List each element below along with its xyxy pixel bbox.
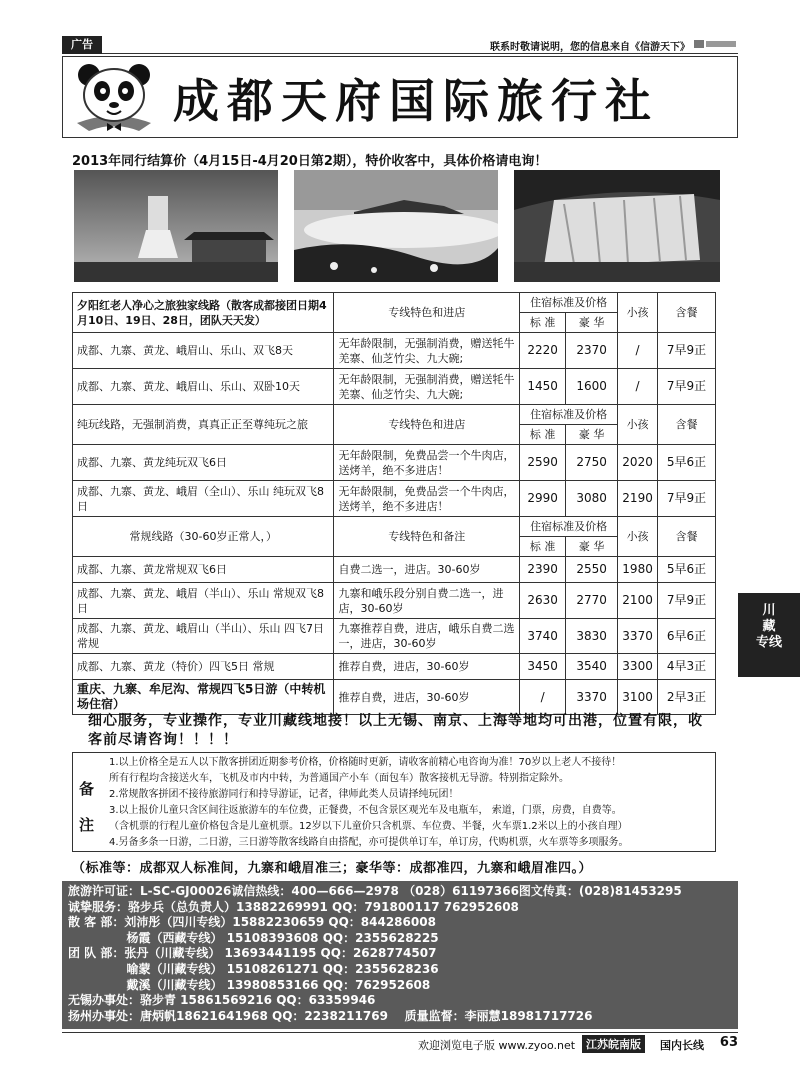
meal-cell: 2早3正 — [658, 680, 716, 715]
section1-lux-header: 豪 华 — [566, 313, 618, 333]
std-price-cell: / — [520, 680, 566, 715]
std-price-cell: 2220 — [520, 333, 566, 369]
section1-feature-header: 专线特色和进店 — [334, 293, 520, 333]
notes-label — [79, 771, 99, 843]
feature-cell: 九寨推荐自费，进店，峨乐自费二选一，进店，30-60岁 — [334, 619, 520, 654]
contact-block — [62, 881, 738, 1029]
section1-header — [73, 293, 716, 313]
route-cell: 成都、九寨、黄龙常规双飞6日 — [73, 557, 334, 583]
section3-lux-header: 豪 华 — [566, 537, 618, 557]
table-row — [73, 680, 716, 715]
feature-cell: 九寨和峨乐段分别自费二选一，进店，30-60岁 — [334, 583, 520, 619]
std-price-cell: 2390 — [520, 557, 566, 583]
kid-price-cell: 3100 — [618, 680, 658, 715]
section3-price-header: 住宿标准及价格 — [520, 517, 618, 537]
feature-cell: 无年龄限制，无强制消费，赠送牦牛羌寨、仙芝竹尖、九大碗; — [334, 333, 520, 369]
contact-line: 扬州办事处：唐炳帆18621641968 QQ：2238211769 质量监督：李丽慧18981717726 — [68, 1008, 593, 1023]
section2-feature-header: 专线特色和进店 — [334, 405, 520, 445]
section1-kid-header: 小孩 — [618, 293, 658, 333]
panda-mascot-icon — [69, 61, 159, 135]
company-name: 成都天府国际旅行社 — [173, 74, 659, 128]
scenery-photos — [74, 170, 720, 282]
note-line: 4.另备多条一日游，二日游，三日游等散客线路自由搭配，亦可提供单订车，单订房，代购机票，火车票等多项服务。 — [109, 837, 629, 848]
meal-cell: 6早6正 — [658, 619, 716, 654]
section1-title: 夕阳红老人净心之旅独家线路（散客成都接团日期4月10日、19日、28日，团队天天发） — [73, 293, 334, 333]
std-price-cell: 2590 — [520, 445, 566, 481]
kid-price-cell: 3300 — [618, 654, 658, 680]
ad-tag: 广告 — [62, 36, 102, 54]
lux-price-cell: 2770 — [566, 583, 618, 619]
notes-label-char: 注 — [79, 816, 95, 834]
section2-price-header: 住宿标准及价格 — [520, 405, 618, 425]
contact-line: 旅游许可证：L-SC-GJ00026诚信热线：400—666—2978 （028）61197366图文传真：(028)81453295 — [68, 884, 682, 898]
waterfall-photo — [514, 170, 720, 282]
service-statement: 细心服务，专业操作，专业川藏线地接！以上无锡、南京、上海等地均可出港，位置有限，收客前尽请咨询！！！！ — [88, 713, 703, 748]
notes-label-char: 备 — [79, 780, 95, 798]
lux-price-cell: 2550 — [566, 557, 618, 583]
lux-price-cell: 2370 — [566, 333, 618, 369]
kid-price-cell: 2190 — [618, 481, 658, 517]
meal-cell: 7早9正 — [658, 583, 716, 619]
note-line: （含机票的行程儿童价格包含是儿童机票。12岁以下儿童价只含机票、车位费、半餐，火车票1.2米以上的小孩自理） — [109, 821, 628, 832]
section3-std-header: 标 准 — [520, 537, 566, 557]
section2-meal-header: 含餐 — [658, 405, 716, 445]
table-row — [73, 557, 716, 583]
section1-meal-header: 含餐 — [658, 293, 716, 333]
lux-price-cell: 2750 — [566, 445, 618, 481]
section1-price-header: 住宿标准及价格 — [520, 293, 618, 313]
company-header — [62, 56, 738, 138]
contact-line: 无锡办事处：骆步青 15861569216 QQ：63359946 — [68, 993, 376, 1008]
sidetab-char: 专线 — [755, 635, 782, 650]
edition-badge: 江苏皖南版 — [582, 1035, 645, 1053]
section3-feature-header: 专线特色和备注 — [334, 517, 520, 557]
kid-price-cell: / — [618, 369, 658, 405]
note-line: 1.以上价格全是五人以下散客拼团近期参考价格，价格随时更新，请收客前精心电咨询为准！70岁以上老人不接待！ — [109, 757, 622, 768]
route-cell: 成都、九寨、黄龙、峨眉（半山）、乐山 常规双飞8日 — [73, 583, 334, 619]
contact-line: 团 队 部：张丹（川藏专线） 13693441195 QQ：2628774507 — [68, 946, 437, 961]
source-note: 联系时敬请说明，您的信息来自《信游天下》 — [490, 42, 690, 53]
lux-price-cell: 3830 — [566, 619, 618, 654]
table-row — [73, 333, 716, 369]
section2-std-header: 标 准 — [520, 425, 566, 445]
feature-cell: 无年龄限制，免费品尝一个牛肉店，送烤羊，绝不多进店！ — [334, 445, 520, 481]
sidetab-char: 藏 — [762, 619, 776, 634]
section3-title: 常规线路（30-60岁正常人，） — [73, 517, 334, 557]
table-row — [73, 369, 716, 405]
note-line: 3.以上报价儿童只含区间往返旅游车的车位费，正餐费，不包含景区观光车及电瓶车， 索道，门票，房费，自费等。 — [109, 805, 622, 816]
lux-price-cell: 1600 — [566, 369, 618, 405]
kid-price-cell: / — [618, 333, 658, 369]
website-link[interactable]: 欢迎浏览电子版 www.zyoo.net — [418, 1039, 576, 1052]
meal-cell: 5早6正 — [658, 445, 716, 481]
route-cell: 成都、九寨、黄龙、峨眉山（半山）、乐山 四飞7日 常规 — [73, 619, 334, 654]
std-price-cell: 2630 — [520, 583, 566, 619]
kid-price-cell: 2020 — [618, 445, 658, 481]
note-line: 2.常规散客拼团不接待旅游同行和持导游证，记者，律师此类人员请择纯玩团！ — [109, 789, 459, 800]
section2-kid-header: 小孩 — [618, 405, 658, 445]
kid-price-cell: 2100 — [618, 583, 658, 619]
top-bar — [62, 36, 738, 54]
route-cell: 成都、九寨、黄龙、峨眉山、乐山、双卧10天 — [73, 369, 334, 405]
feature-cell: 无年龄限制，无强制消费，赠送牦牛羌寨、仙芝竹尖、九大碗; — [334, 369, 520, 405]
meal-cell: 7早9正 — [658, 369, 716, 405]
sidetab-char: 川 — [762, 603, 776, 618]
std-price-cell: 1450 — [520, 369, 566, 405]
feature-cell: 推荐自费，进店，30-60岁 — [334, 654, 520, 680]
route-category-tab — [738, 593, 800, 677]
route-cell: 成都、九寨、黄龙、峨眉（全山）、乐山 纯玩双飞8日 — [73, 481, 334, 517]
contact-line: 杨霞（西藏专线） 15108393608 QQ：2355628225 — [68, 930, 439, 945]
meal-cell: 7早9正 — [658, 333, 716, 369]
table-row — [73, 445, 716, 481]
price-period-subtitle: 2013年同行结算价（4月15日-4月20日第2期），特价收客中，具体价格请电询！ — [72, 154, 548, 169]
table-row — [73, 583, 716, 619]
section1-std-header: 标 准 — [520, 313, 566, 333]
price-table — [72, 292, 716, 715]
feature-cell: 推荐自费，进店，30-60岁 — [334, 680, 520, 715]
section2-lux-header: 豪 华 — [566, 425, 618, 445]
section2-header — [73, 405, 716, 425]
section2-title: 纯玩线路，无强制消费，真真正正至尊纯玩之旅 — [73, 405, 334, 445]
magazine-logo-icon — [694, 38, 738, 50]
section3-meal-header: 含餐 — [658, 517, 716, 557]
route-cell: 成都、九寨、黄龙、峨眉山、乐山、双飞8天 — [73, 333, 334, 369]
route-cell: 重庆、九寨、牟尼沟、常规四飞5日游（中转机场住宿） — [73, 680, 334, 715]
notes-box — [72, 752, 716, 852]
contact-line: 喻蒙（川藏专线） 15108261271 QQ：2355628236 — [68, 961, 439, 976]
table-row — [73, 481, 716, 517]
route-cell: 成都、九寨、黄龙（特价）四飞5日 常规 — [73, 654, 334, 680]
note-line: 所有行程均含接送火车，飞机及市内中转，为普通国产小车（面包车）散客接机无导游。特别指定除外。 — [109, 773, 569, 784]
sea-of-clouds-photo — [294, 170, 498, 282]
section-label: 国内长线 — [660, 1039, 704, 1052]
kid-price-cell: 1980 — [618, 557, 658, 583]
lux-price-cell: 3370 — [566, 680, 618, 715]
accommodation-standard-note: （标准等：成都双人标准间，九寨和峨眉准三；豪华等：成都准四，九寨和峨眉准四。） — [72, 861, 593, 876]
contact-line: 戴溪（川藏专线） 13980853166 QQ：762952608 — [68, 977, 431, 992]
section3-kid-header: 小孩 — [618, 517, 658, 557]
meal-cell: 4早3正 — [658, 654, 716, 680]
feature-cell: 自费二选一，进店。30-60岁 — [334, 557, 520, 583]
notes-body — [109, 755, 713, 851]
lux-price-cell: 3080 — [566, 481, 618, 517]
page-number: 63 — [719, 1035, 738, 1050]
contact-line: 散 客 部：刘沛彤（四川专线）15882230659 QQ：844286008 — [68, 915, 436, 930]
meal-cell: 7早9正 — [658, 481, 716, 517]
temple-photo — [74, 170, 278, 282]
std-price-cell: 3740 — [520, 619, 566, 654]
std-price-cell: 2990 — [520, 481, 566, 517]
table-row — [73, 654, 716, 680]
table-row — [73, 619, 716, 654]
feature-cell: 无年龄限制，免费品尝一个牛肉店，送烤羊，绝不多进店！ — [334, 481, 520, 517]
lux-price-cell: 3540 — [566, 654, 618, 680]
std-price-cell: 3450 — [520, 654, 566, 680]
page-footer — [62, 1032, 738, 1054]
route-cell: 成都、九寨、黄龙纯玩双飞6日 — [73, 445, 334, 481]
kid-price-cell: 3370 — [618, 619, 658, 654]
meal-cell: 5早6正 — [658, 557, 716, 583]
contact-line: 诚挚服务：骆步兵（总负责人）13882269991 QQ：791800117 762952608 — [68, 899, 519, 914]
section3-header — [73, 517, 716, 537]
